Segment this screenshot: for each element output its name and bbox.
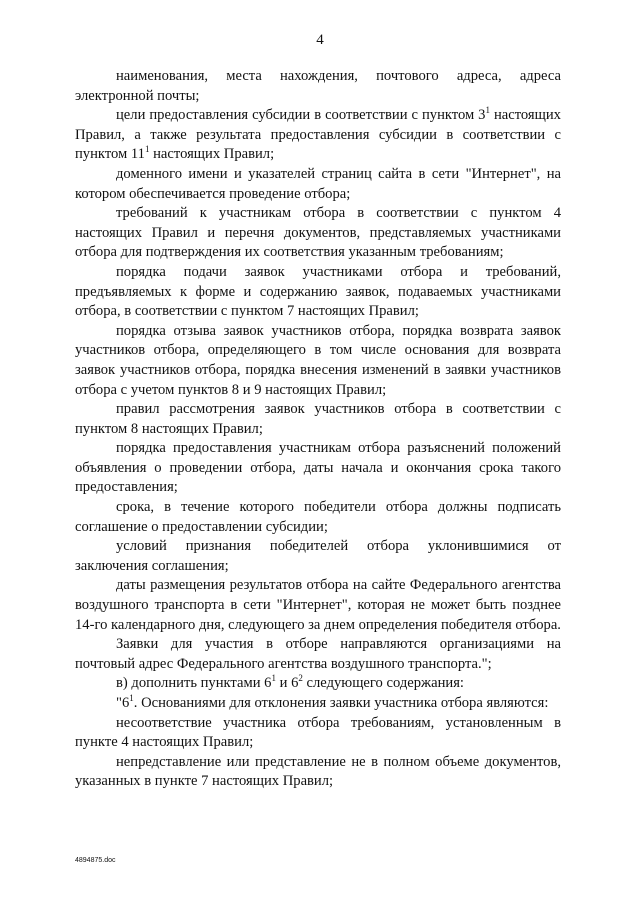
paragraph: несоответствие участника отбора требованиям, установленным в пункте 4 настоящих Правил; [75,714,561,751]
paragraph: доменного имени и указателей страниц сайта в сети "Интернет", на котором обеспечивается проведение отбора; [75,165,561,202]
paragraph: срока, в течение которого победители отбора должны подписать соглашение о предоставлении субсидии; [75,499,561,535]
paragraph: порядка отзыва заявок участников отбора, порядка возврата заявок участников отбора, определяющего в том числе основания для возврата заявок участников отбора, порядка внесения изменений в заявки участников отбора с учетом пунктов 8 и 9 настоящих Правил; [75,322,561,398]
paragraph: "$6^1$. Основаниями для отклонения заявки участника отбора являются: [116,693,549,711]
page-number: 4 [316,32,324,48]
paragraph: порядка предоставления участникам отбора разъяснений положений объявления о проведении отбора, даты начала и окончания срока такого предоставления; [75,440,561,496]
paragraph: правил рассмотрения заявок участников отбора в соответствии с пунктом 8 настоящих Правил; [75,401,561,437]
paragraph: непредставление или представление не в полном объеме документов, указанных в пункте 7 настоящих Правил; [75,753,561,790]
paragraph: условий признания победителей отбора уклонившимися от заключения соглашения; [75,538,561,574]
paragraph: порядка подачи заявок участниками отбора и требований, предъявляемых к форме и содержанию заявок, подаваемых участниками отбора, в соответствии с пунктом 7 настоящих Правил; [75,263,561,320]
document-body [75,67,561,792]
paragraph: наименования, места нахождения, почтового адреса, адреса электронной почты; [75,68,561,104]
paragraph: цели предоставления субсидии в соответствии с пунктом $3^1$ настоящих Правил, а также результата предоставления субсидии в соответствии с пунктом $11^1$ настоящих Правил; [75,105,561,163]
paragraph: даты размещения результатов отбора на сайте Федерального агентства воздушного транспорта в сети "Интернет", которая не может быть позднее 14-го календарного дня, следующего за днем определения победителя отбора. [75,577,561,633]
paragraph: в) дополнить пунктами $6^1$ и $6^2$ следующего содержания: [116,673,464,692]
paragraph: Заявки для участия в отборе направляются организациями на почтовый адрес Федерального агентства воздушного транспорта."; [75,636,561,672]
paragraph: требований к участникам отбора в соответствии с пунктом 4 настоящих Правил и перечня документов, представляемых участниками отбора для подтверждения их соответствия указанным требованиям; [75,205,561,261]
document-footer-id: 4894875.doc [75,857,116,864]
